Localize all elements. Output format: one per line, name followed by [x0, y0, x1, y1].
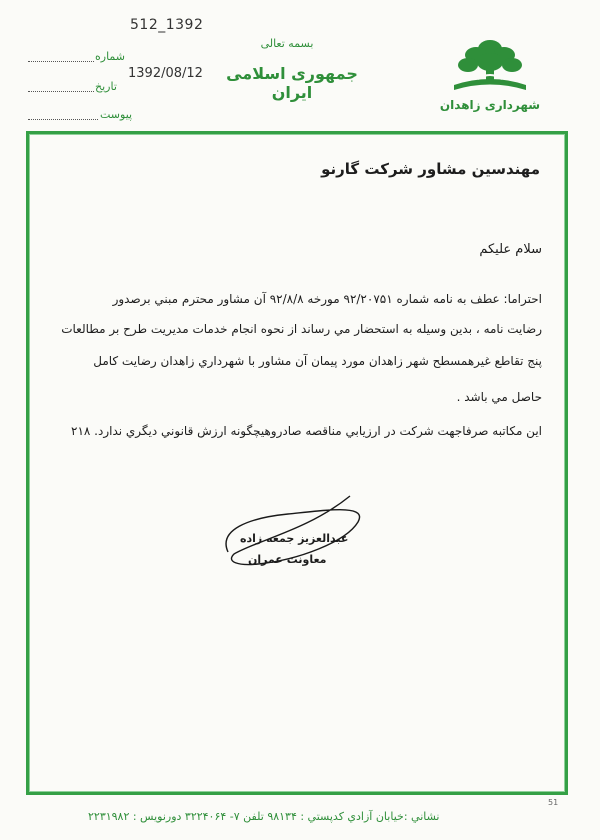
signer-name: عبدالعزیز جمعه زاده [240, 532, 349, 545]
footer-code: 51 [548, 798, 559, 807]
body-line: رضايت نامه ، بدين وسيله به استحضار مي رساند از نحوه انجام خدمات مديريت طرح بر مطالعات [61, 322, 542, 336]
body-line: پنج تقاطع غيرهمسطح شهر زاهدان مورد پيمان آن مشاور با شهرداري زاهدان رضايت كامل [93, 354, 542, 368]
municipality-logo [450, 35, 530, 95]
greeting: سلام علیکم [479, 242, 542, 257]
republic-title: جمهوری اسلامی ایران [226, 64, 358, 102]
date-value: 1392/08/12 [128, 66, 203, 81]
body-line: حاصل مي باشد . [456, 390, 542, 404]
bismillah: بسمه تعالی [260, 37, 314, 50]
date-line [28, 91, 94, 92]
attachment-label: پیوست [100, 108, 133, 121]
number-line [28, 61, 94, 62]
body-line: احتراما: عطف به نامه شماره ۹۲/۲۰۷۵۱ مورخه ۹۲/۸/۸ آن مشاور محترم مبني برصدور [112, 292, 542, 306]
reference-number: 512_1392 [130, 17, 204, 33]
date-label: تاریخ [95, 80, 117, 93]
signer-title: معاونت عمران [248, 553, 327, 566]
body-line: اين مكاتبه صرفاجهت شركت در ارزيابي مناقصه صادروهيچگونه ارزش قانوني ديگري ندارد. ۲۱۸ [71, 424, 542, 438]
attachment-line [28, 119, 98, 120]
recipient: مهندسین مشاور شرکت گارنو [321, 160, 540, 178]
number-label: شماره [95, 50, 126, 63]
municipality-name: شهرداری زاهدان [439, 98, 541, 112]
footer-address: نشاني :خيابان آزادي كدپستي : ۹۸۱۳۴ تلفن ۷- ۳۲۲۴۰۶۴ دورنويس : ۲۲۳۱۹۸۲ [88, 810, 440, 823]
letter-frame [26, 131, 568, 795]
